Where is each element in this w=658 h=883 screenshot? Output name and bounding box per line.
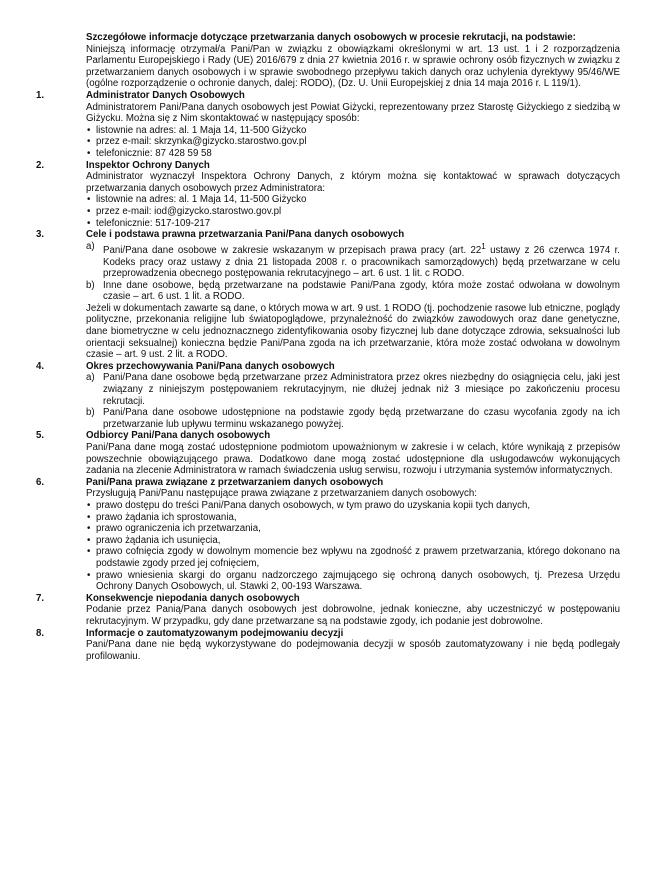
item-text-start: Pani/Pana dane osobowe w zakresie wskazanym w przepisach prawa pracy (art. 22 [103,244,482,256]
section-administrator [36,89,620,160]
contact-item: • telefonicznie: 87 428 59 58 [96,148,620,160]
superscript: 1 [481,241,486,251]
contact-item: • listownie na adres: al. 1 Maja 14, 11-500 Giżycko [96,194,620,206]
section-retention-period [36,360,620,431]
list-item [86,279,620,303]
rights-item: • prawo cofnięcia zgody w dowolnym momencie bez wpływu na zgodność z prawem przetwarzania, którego dokonano na podstawie zgody przed jej cofnięciem, [96,546,620,569]
section-title: Informacje o zautomatyzowanym podejmowaniu decyzji [86,627,344,639]
section-text: Pani/Pana dane mogą zostać udostępnione podmiotom upoważnionym w zakresie i w celach, które wynikają z przepisów powszechnie obowiązującego prawa. Dodatkowo dane mogą zostać udostępnione dla usługodawców wykonujących zadania na zlecenie Administratora w ramach świadczenia usług serwisu, rozwoju i utrzymania systemów informatycznych. [86,442,620,477]
rights-item: • prawo wniesienia skargi do organu nadzorczego zajmującego się ochroną danych osobowych, tj. Prezesa Urzędu Ochrony Danych Osobowych, ul. Stawki 2, 00-193 Warszawa. [96,570,620,593]
rights-item: • prawo ograniczenia ich przetwarzania, [96,523,620,535]
section-consequences [36,592,620,628]
section-recipients [36,430,620,477]
section-title: Inspektor Ochrony Danych [86,159,210,171]
section-number: 8. [36,627,45,639]
section-number: 5. [36,430,45,442]
list-marker: b) [86,407,95,419]
section-text: Podanie przez Panią/Pana danych osobowych jest dobrowolne, jednak konieczne, aby uczestniczyć w postępowaniu rekrutacyjnym. W przypadku, gdy dane przetwarzane są na podstawie zgody, ich podanie jest dobrowolne. [86,604,620,627]
lettered-list [86,372,620,430]
rights-item: • prawo żądania ich usunięcia, [96,535,620,547]
rights-list [86,500,620,593]
lettered-list [86,241,620,303]
contact-list [86,125,620,160]
section-text: Administrator wyznaczył Inspektora Ochrony Danych, z którym można się kontaktować w sprawach dotyczących przetwarzania danych osobowych przez Administratora: [86,171,620,194]
section-number: 1. [36,89,45,101]
contact-item: • telefonicznie: 517-109-217 [96,218,620,230]
section-text: Przysługują Pani/Panu następujące prawa związane z przetwarzaniem danych osobowych: [86,488,477,500]
list-marker: a) [86,372,95,384]
item-text: Pani/Pana dane osobowe będą przetwarzane przez Administratora przez okres niezbędny do osiągnięcia celu, jaki jest związany z niniejszym postępowaniem rekrutacyjnym, nie dłużej jednak niż 3 miesiące po zakończeniu procesu rekrutacji. [103,372,620,407]
section-number: 4. [36,360,45,372]
section-purposes-legal-basis [36,229,621,361]
list-item [86,407,620,430]
section-number: 7. [36,592,45,604]
list-item [86,372,620,407]
section-rights [36,476,620,593]
intro-section [86,32,620,90]
item-text: Pani/Pana dane osobowe udostępnione na podstawie zgody będą przetwarzane do czasu wycofania zgody na ich przetwarzanie lub upływu terminu wskazanego powyżej. [103,407,620,430]
list-marker: b) [86,279,95,291]
section-title: Konsekwencje niepodania danych osobowych [86,592,300,604]
contact-item: • przez e-mail: iod@gizycko.starostwo.gov.pl [96,206,620,218]
contact-item: • listownie na adres: al. 1 Maja 14, 11-500 Giżycko [96,125,620,137]
rights-item: • prawo dostępu do treści Pani/Pana danych osobowych, w tym prawo do uzyskania kopii tych danych, [96,500,620,512]
section-text: Administratorem Pani/Pana danych osobowych jest Powiat Giżycki, reprezentowany przez Starostę Giżyckiego z siedzibą w Giżycku. Można się z Nim skontaktować w następujący sposób: [86,101,620,125]
intro-text: Niniejszą informację otrzymał/a Pani/Pan w związku z obowiązkami określonymi w art. 13 ust. 1 i 2 rozporządzenia Parlamentu Europejskiego i Rady (UE) 2016/679 z dnia 27 kwietnia 2016 r. w sprawie ochrony osób fizycznych w związku z przetwarzaniem danych osobowych i w sprawie swobodnego przepływu takich danych oraz uchylenia dyrektywy 95/46/WE (ogólne rozporządzenie o ochronie danych, dalej: RODO), (Dz. U. Unii Europejskiej z dnia 14 maja 2016 r. L 119/1). [86,43,620,90]
list-item [86,240,621,280]
item-text: Inne dane osobowe, będą przetwarzane na podstawie Pani/Pana zgody, która może zostać odwołana w dowolnym czasie – art. 6 ust. 1 lit. a RODO. [103,279,620,303]
section-number: 6. [36,476,45,488]
rights-item: • prawo żądania ich sprostowania, [96,512,620,524]
contact-item: • przez e-mail: skrzynka@gizycko.starostwo.gov.pl [96,136,620,148]
item-text-end: ustawy z 26 czerwca 1974 r. Kodeks pracy oraz ustawy z dnia 21 listopada 2008 r. o pracownikach samorządowych) będą przetwarzane w celu przeprowadzenia obecnego postępowania rekrutacyjnego – art. 6 ust. 1 lit. c RODO. [103,244,621,280]
section-title: Cele i podstawa prawna przetwarzania Pani/Pana danych osobowych [86,229,405,241]
list-marker: a) [86,240,95,252]
section-automated-decisions [36,627,620,663]
section-text: Jeżeli w dokumentach zawarte są dane, o których mowa w art. 9 ust. 1 RODO (tj. pochodzenie rasowe lub etniczne, poglądy polityczne, przekonania religijne lub światopoglądowe, przynależność do związków zawodowych oraz dane genetyczne, dane biometryczne w celu jednoznacznego zidentyfikowania osoby fizycznej lub dane dotyczące zdrowia, seksualności lub orientacji seksualnej) konieczna będzie Pani/Pana zgoda na ich przetwarzanie, która może zostać odwołana w dowolnym czasie – art. 9 ust. 2 lit. a RODO. [86,302,620,361]
section-number: 2. [36,159,45,171]
section-data-protection-officer [36,159,620,230]
section-title: Pani/Pana prawa związane z przetwarzaniem danych osobowych [86,476,384,488]
document-heading: Szczegółowe informacje dotyczące przetwarzania danych osobowych w procesie rekrutacji, na podstawie: [86,32,576,43]
contact-list [86,194,620,229]
section-title: Administrator Danych Osobowych [86,89,245,101]
section-title: Okres przechowywania Pani/Pana danych osobowych [86,360,335,372]
section-text: Pani/Pana dane nie będą wykorzystywane do podejmowania decyzji w sposób zautomatyzowany i nie będą podlegały profilowaniu. [86,639,620,662]
section-number: 3. [36,229,45,241]
section-title: Odbiorcy Pani/Pana danych osobowych [86,430,271,442]
